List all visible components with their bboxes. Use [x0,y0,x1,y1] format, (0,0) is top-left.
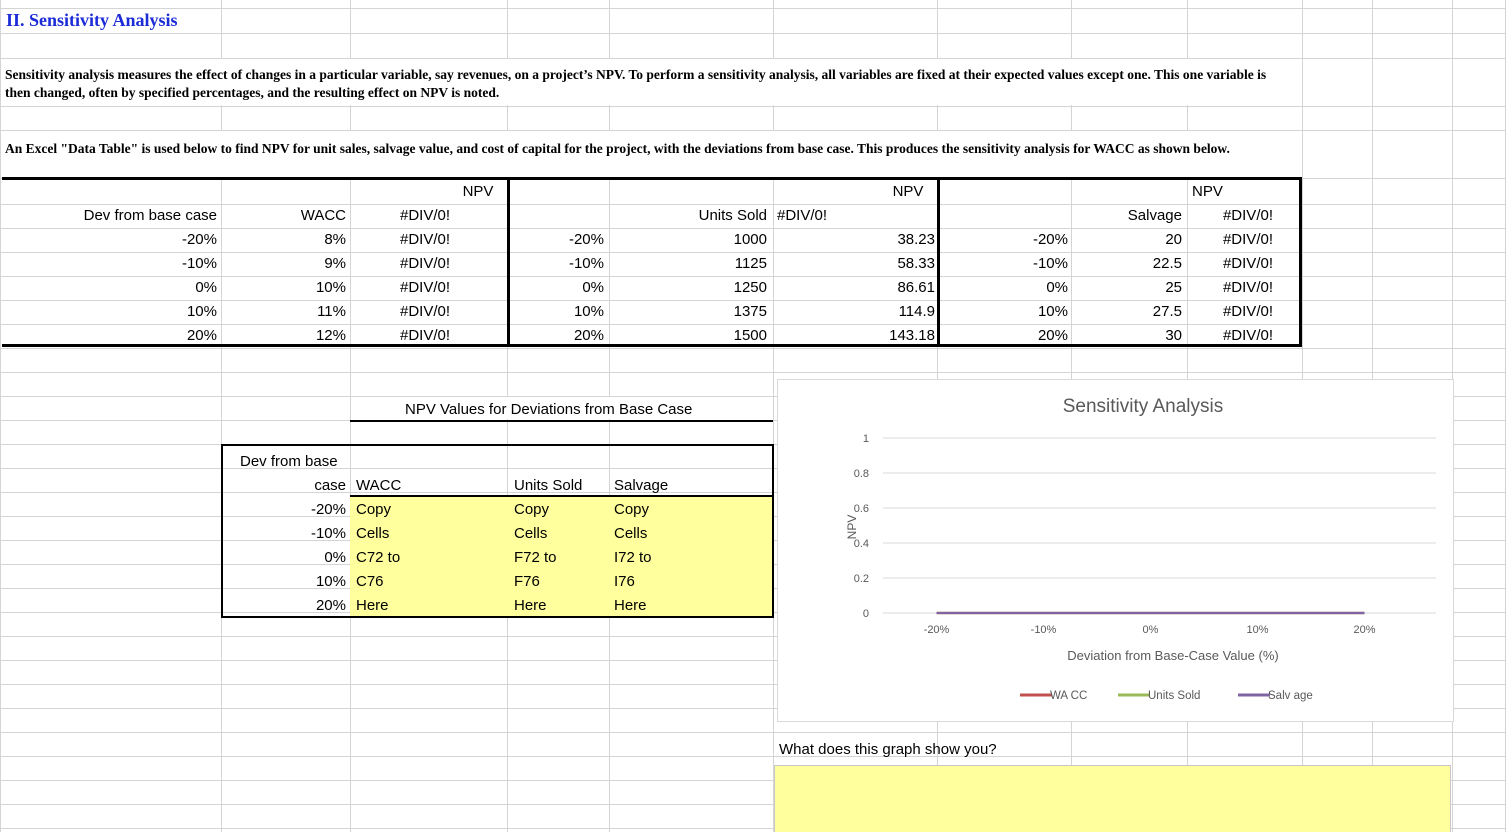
units-input-cell[interactable]: 1375 [733,303,767,320]
summary-salvage-cell[interactable]: I72 to [614,549,652,566]
salvage-npv-cell[interactable]: #DIV/0! [1222,303,1273,320]
summary-units-cell[interactable]: Cells [514,525,548,542]
units-npv-cell[interactable]: 86.61 [897,279,935,296]
wacc-input-cell[interactable]: 12% [315,327,346,344]
chart-legend[interactable] [1020,690,1313,702]
salvage-npv-cell[interactable]: #DIV/0! [1222,279,1273,296]
summary-wacc-cell[interactable]: C72 to [356,549,401,566]
chart-y-tick-label: 0.8 [853,468,869,480]
chart-x-tick-label: -10% [1030,624,1057,636]
wacc-top-value[interactable]: #DIV/0! [400,207,451,224]
summary-units-cell[interactable]: F76 [514,573,540,590]
summary-salvage-cell[interactable]: Here [614,597,647,614]
summary-yellow-fill [350,497,773,617]
wacc-col-label[interactable]: WACC [300,207,346,224]
salvage-col-label[interactable]: Salvage [1127,207,1182,224]
units-input-cell[interactable]: 1000 [733,231,767,248]
chart-title: Sensitivity Analysis [1062,396,1224,417]
chart-x-axis-label: Deviation from Base-Case Value (%) [1067,648,1279,663]
legend-label: WA CC [1050,690,1088,702]
wacc-npv-header: NPV [462,183,494,200]
units-npv-header: NPV [892,183,924,200]
salvage-npv-header: NPV [1192,183,1223,200]
units-dev-cell[interactable]: 0% [582,279,604,296]
wacc-npv-cell[interactable]: #DIV/0! [400,303,451,320]
chart-y-tick-label: 0.4 [853,538,869,550]
chart-x-tick-label: 10% [1246,624,1269,636]
summary-title: NPV Values for Deviations from Base Case [405,401,693,418]
salvage-dev-cell[interactable]: 20% [1037,327,1068,344]
wacc-npv-cell[interactable]: #DIV/0! [400,231,451,248]
summary-col-wacc[interactable]: WACC [356,477,402,494]
units-npv-cell[interactable]: 38.23 [897,231,935,248]
section-title: II. Sensitivity Analysis [6,10,178,30]
chart-y-tick-label: 1 [862,433,869,445]
salvage-input-cell[interactable]: 30 [1165,327,1182,344]
wacc-input-cell[interactable]: 10% [315,279,346,296]
wacc-dev-cell[interactable]: 0% [195,279,217,296]
chart-y-tick-label: 0.6 [853,503,869,515]
salvage-dev-cell[interactable]: -10% [1032,255,1068,272]
legend-label: Salv age [1268,690,1313,702]
units-dev-cell[interactable]: -20% [568,231,604,248]
salvage-input-cell[interactable]: 27.5 [1152,303,1182,320]
summary-units-cell[interactable]: Copy [514,501,550,518]
salvage-input-cell[interactable]: 25 [1165,279,1182,296]
salvage-dev-cell[interactable]: 10% [1037,303,1068,320]
chart-canvas [778,380,1453,721]
wacc-input-cell[interactable]: 11% [317,303,346,320]
summary-dev-cell[interactable]: -20% [310,501,346,518]
summary-wacc-cell[interactable]: Copy [356,501,392,518]
salvage-dev-cell[interactable]: 0% [1046,279,1068,296]
units-input-cell[interactable]: 1500 [733,327,767,344]
units-npv-cell[interactable]: 143.18 [889,327,935,344]
units-dev-cell[interactable]: 10% [573,303,604,320]
salvage-npv-cell[interactable]: #DIV/0! [1222,255,1273,272]
chart-x-ticks [924,624,1376,636]
chart-y-axis-label: NPV [845,514,859,540]
intro-paragraph: Sensitivity analysis measures the effect of changes in a particular variable, say revenues, on a project’s NPV. To perform a sensitivity analysis, all variables are fixed at their expected values except one. This one variable is then changed, often by specified percentages, and the resulting effect on NPV is noted. [5,67,1267,100]
units-dev-cell[interactable]: -10% [568,255,604,272]
units-col-label[interactable]: Units Sold [698,207,767,224]
summary-units-cell[interactable]: F72 to [514,549,557,566]
chart-gridlines [883,438,1436,613]
wacc-dev-cell[interactable]: -20% [181,231,217,248]
summary-dev-cell[interactable]: 20% [315,597,346,614]
data-table-paragraph: An Excel "Data Table" is used below to find NPV for unit sales, salvage value, and cost of capital for the project, with the deviations from base case. This produces the sensitivity analysis for WACC as shown below. [5,141,1230,156]
summary-col-units[interactable]: Units Sold [514,477,583,494]
wacc-input-cell[interactable]: 8% [324,231,346,248]
wacc-npv-cell[interactable]: #DIV/0! [400,279,451,296]
summary-dev-header-line1[interactable]: Dev from base [240,453,338,470]
summary-units-cell[interactable]: Here [514,597,547,614]
salvage-npv-cell[interactable]: #DIV/0! [1222,327,1273,344]
units-npv-cell[interactable]: 58.33 [897,255,935,272]
summary-salvage-cell[interactable]: Cells [614,525,648,542]
wacc-dev-cell[interactable]: -10% [181,255,217,272]
summary-col-salvage[interactable]: Salvage [614,477,669,494]
dev-header[interactable]: Dev from base case [83,207,217,224]
summary-dev-cell[interactable]: 10% [315,573,346,590]
chart-x-tick-label: 0% [1142,624,1159,636]
chart-y-tick-label: 0 [862,608,869,620]
units-top-value[interactable]: #DIV/0! [777,207,828,224]
units-dev-cell[interactable]: 20% [573,327,604,344]
units-input-cell[interactable]: 1125 [734,255,767,272]
summary-dev-cell[interactable]: 0% [324,549,346,566]
summary-wacc-cell[interactable]: Here [356,597,389,614]
salvage-top-value[interactable]: #DIV/0! [1222,207,1273,224]
wacc-dev-cell[interactable]: 10% [186,303,217,320]
salvage-npv-cell[interactable]: #DIV/0! [1222,231,1273,248]
chart-y-tick-label: 0.2 [853,573,869,585]
wacc-dev-cell[interactable]: 20% [186,327,217,344]
summary-dev-cell[interactable]: -10% [310,525,346,542]
wacc-npv-cell[interactable]: #DIV/0! [400,327,451,344]
units-input-cell[interactable]: 1250 [733,279,767,296]
salvage-input-cell[interactable]: 20 [1165,231,1182,248]
summary-salvage-cell[interactable]: Copy [614,501,650,518]
chart-x-tick-label: -20% [923,624,950,636]
wacc-input-cell[interactable]: 9% [324,255,346,272]
question-label: What does this graph show you? [779,741,997,758]
legend-label: Units Sold [1148,690,1201,702]
summary-wacc-cell[interactable]: Cells [356,525,390,542]
wacc-npv-cell[interactable]: #DIV/0! [400,255,451,272]
summary-wacc-cell[interactable]: C76 [356,573,384,590]
summary-salvage-cell[interactable]: I76 [614,573,635,590]
answer-input-area[interactable] [774,765,1451,832]
sensitivity-chart[interactable] [777,379,1454,722]
salvage-input-cell[interactable]: 22.5 [1152,255,1182,272]
chart-x-tick-label: 20% [1353,624,1376,636]
summary-dev-header-line2[interactable]: case [314,477,346,494]
salvage-dev-cell[interactable]: -20% [1032,231,1068,248]
units-npv-cell[interactable]: 114.9 [898,303,935,320]
